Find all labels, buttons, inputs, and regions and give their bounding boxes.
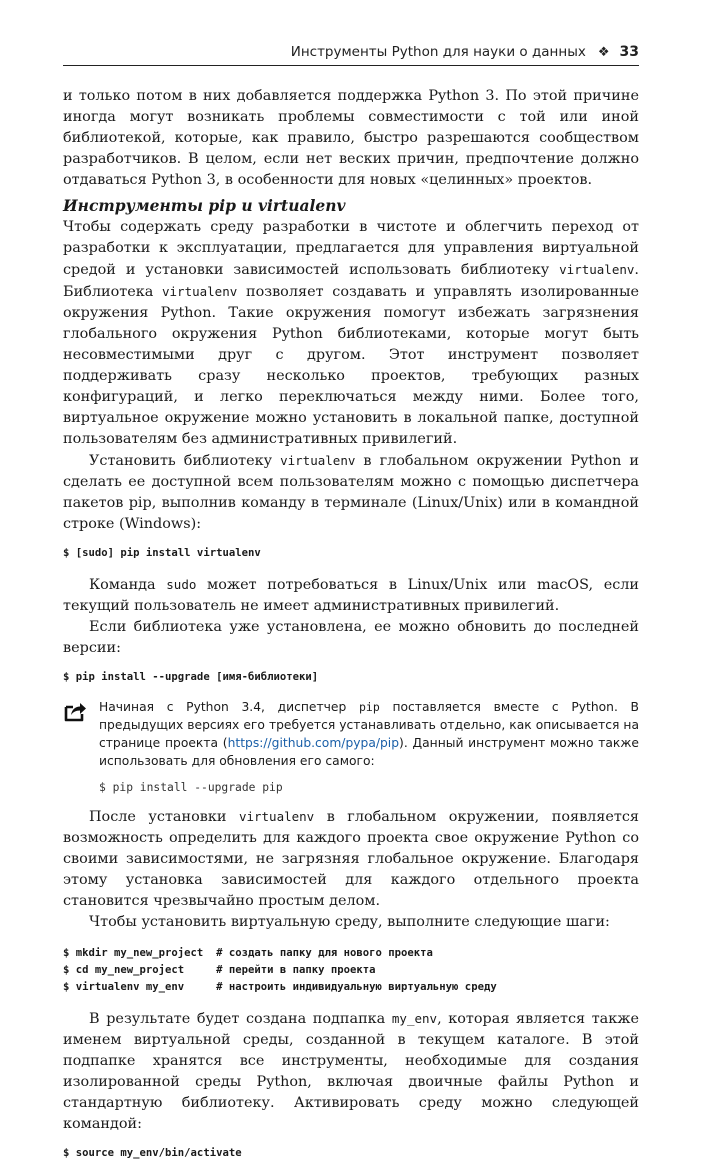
text-run: Чтобы содержать среду разработки в чистоте и облегчить переход от разработки к эксплуатации, предлагается для управления виртуальной средой и установки зависимостей использовать библиотеку [63,219,639,278]
code-install-virtualenv: $ [sudo] pip install virtualenv [63,547,261,559]
running-header [63,44,639,66]
code-create-env: $ mkdir my_new_project # создать папку для нового проекта $ cd my_new_project # перейти в папку проекта $ virtualenv my_env # настроить индивидуальную виртуальную среду [63,947,497,993]
diamond-ornament-icon: ❖ [597,44,610,60]
running-header-title: Инструменты Python для науки о данных [290,44,586,60]
pip-project-link[interactable]: https://github.com/pypa/pip [227,736,400,750]
tip-text [99,698,639,770]
inline-code: virtualenv [238,809,315,824]
paragraph-sudo-note [63,574,639,617]
code-activate-env: $ source my_env/bin/activate [63,1147,242,1159]
text-run: может потребоваться в Linux/Unix или macOS, если текущий пользователь не имеет административных привилегий. [63,577,639,614]
inline-code: virtualenv [559,262,635,277]
tip-code-upgrade-pip: $ pip install --upgrade pip [99,781,283,794]
text-run: в глобальном окружении Python и сделать ее доступной всем пользователям можно с помощью диспетчера пакетов pip, выполнив команду в терминале (Linux/Unix) или в командной строке (Windows): [63,453,639,532]
tip-box [63,698,639,796]
inline-code: pip [359,700,380,714]
text-run: . Библиотека [63,262,639,300]
inline-code: virtualenv [162,284,238,299]
inline-code: my_env [391,1011,438,1026]
paragraph-after-install [63,806,639,912]
text-run: Установить библиотеку [89,453,281,469]
text-run: позволяет создавать и управлять изолированные окружения Python. Такие окружения помогут избежать загрязнения глобального окружения Python библиотеками, которые могут быть несовместимыми друг с другом. Этот инструмент позволяет поддерживать сразу несколько проектов, требующих разных конфигураций, и легко переключаться между ними. Более того, виртуальное окружение можно установить в локальной папке, доступной пользователям без административных привилегий. [63,284,639,447]
code-upgrade-library: $ pip install --upgrade [имя-библиотеки] [63,671,319,683]
page-body [63,86,639,1174]
paragraph-virtualenv-intro [63,217,639,450]
text-run: Команда [89,577,167,593]
share-arrow-icon [63,700,87,722]
paragraph-result [63,1008,639,1135]
paragraph-upgrade: Если библиотека уже установлена, ее можно обновить до последней версии: [63,619,639,656]
inline-code: virtualenv [280,453,356,468]
text-run: поставляется вместе с Python. В предыдущих версиях его требуется устанавливать отдельно, как описывается на странице проекта ( [99,700,639,750]
text-run: в глобальном окружении, появляется возможность определить для каждого проекта свое окружение Python со своими зависимостями, не загрязняя глобальное окружение. Благодаря этому установка зависимостей для каждого отдельного проекта становится чрезвычайно простым делом. [63,809,640,909]
paragraph-steps: Чтобы установить виртуальную среду, выполните следующие шаги: [89,914,610,930]
paragraph-continuation: и только потом в них добавляется поддержка Python 3. По этой причине иногда могут возникать проблемы совместимости с той или иной библиотекой, которые, как правило, быстро разрешаются сообществом разработчиков. В целом, если нет веских причин, предпочтение должно отдаваться Python 3, в особенности для новых «целинных» проектов. [63,88,639,188]
page-number: 33 [619,44,639,60]
text-run: , которая является также именем виртуальной среды, созданной в текущем каталоге. В этой подпапке хранятся все инструменты, необходимые для создания изолированной среды Python, включая двоичные файлы Python и стандартную библиотеку. Активировать среду можно следующей командой: [63,1011,640,1132]
text-run: После установки [89,809,239,825]
text-run: Начиная с Python 3.4, диспетчер [99,700,359,714]
inline-code: sudo [166,577,197,592]
paragraph-install-global [63,450,639,535]
text-run: В результате будет создана подпапка [89,1011,392,1027]
text-run: ). Данный инструмент можно также использовать для обновления его самого: [99,736,639,768]
section-heading: Инструменты pip и virtualenv [63,196,346,215]
